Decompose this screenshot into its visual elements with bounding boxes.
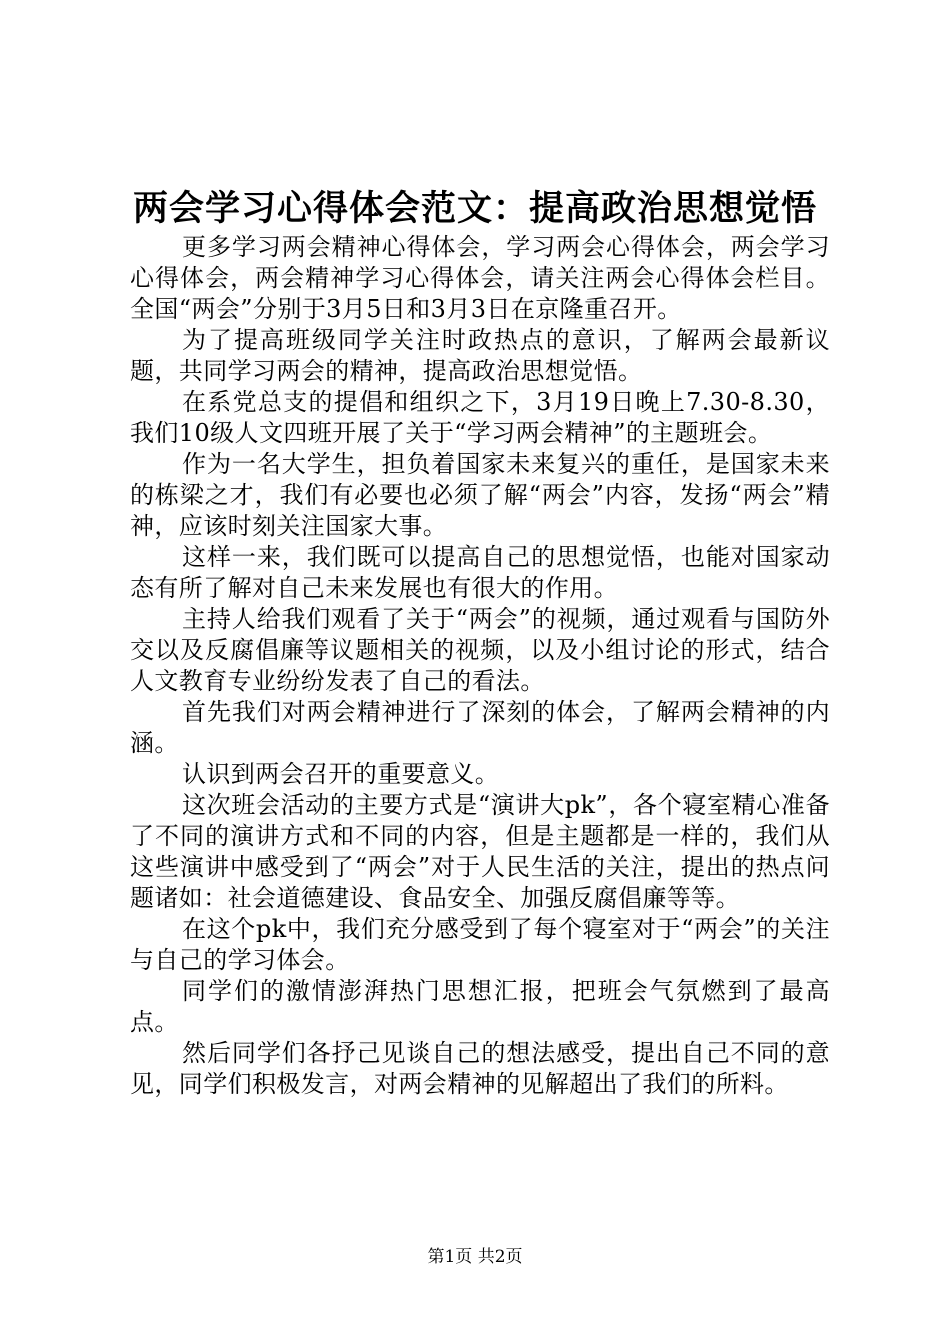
paragraph: 在这个pk中，我们充分感受到了每个寝室对于“两会”的关注与自己的学习体会。	[130, 915, 830, 974]
document-body	[130, 232, 830, 1100]
paragraph: 更多学习两会精神心得体会，学习两会心得体会，两会学习心得体会，两会精神学习心得体会，请关注两会心得体会栏目。全国“两会”分别于3月5日和3月3日在京隆重召开。	[130, 233, 830, 323]
paragraph: 这样一来，我们既可以提高自己的思想觉悟，也能对国家动态有所了解对自己未来发展也有很大的作用。	[130, 543, 830, 602]
paragraph: 认识到两会召开的重要意义。	[182, 760, 500, 788]
document-title: 两会学习心得体会范文：提高政治思想觉悟	[132, 188, 817, 229]
paragraph: 主持人给我们观看了关于“两会”的视频，通过观看与国防外交以及反腐倡廉等议题相关的视频，以及小组讨论的形式，结合人文教育专业纷纷发表了自己的看法。	[130, 605, 830, 695]
paragraph: 作为一名大学生，担负着国家未来复兴的重任，是国家未来的栋梁之才，我们有必要也必须了解“两会”内容，发扬“两会”精神，应该时刻关注国家大事。	[130, 450, 830, 540]
paragraph: 同学们的激情澎湃热门思想汇报，把班会气氛燃到了最高点。	[130, 977, 830, 1036]
paragraph: 这次班会活动的主要方式是“演讲大pk”，各个寝室精心准备了不同的演讲方式和不同的内容，但是主题都是一样的，我们从这些演讲中感受到了“两会”对于人民生活的关注，提出的热点问题诸如：社会道德建设、食品安全、加强反腐倡廉等等。	[130, 791, 830, 912]
paragraph: 为了提高班级同学关注时政热点的意识，了解两会最新议题，共同学习两会的精神，提高政治思想觉悟。	[130, 326, 830, 385]
paragraph: 在系党总支的提倡和组织之下，3月19日晚上7.30-8.30，我们10级人文四班开展了关于“学习两会精神”的主题班会。	[130, 388, 830, 447]
page-number: 第1页 共2页	[427, 1247, 523, 1267]
paragraph: 首先我们对两会精神进行了深刻的体会，了解两会精神的内涵。	[130, 698, 830, 757]
paragraph: 然后同学们各抒己见谈自己的想法感受，提出自己不同的意见，同学们积极发言，对两会精神的见解超出了我们的所料。	[130, 1039, 830, 1098]
